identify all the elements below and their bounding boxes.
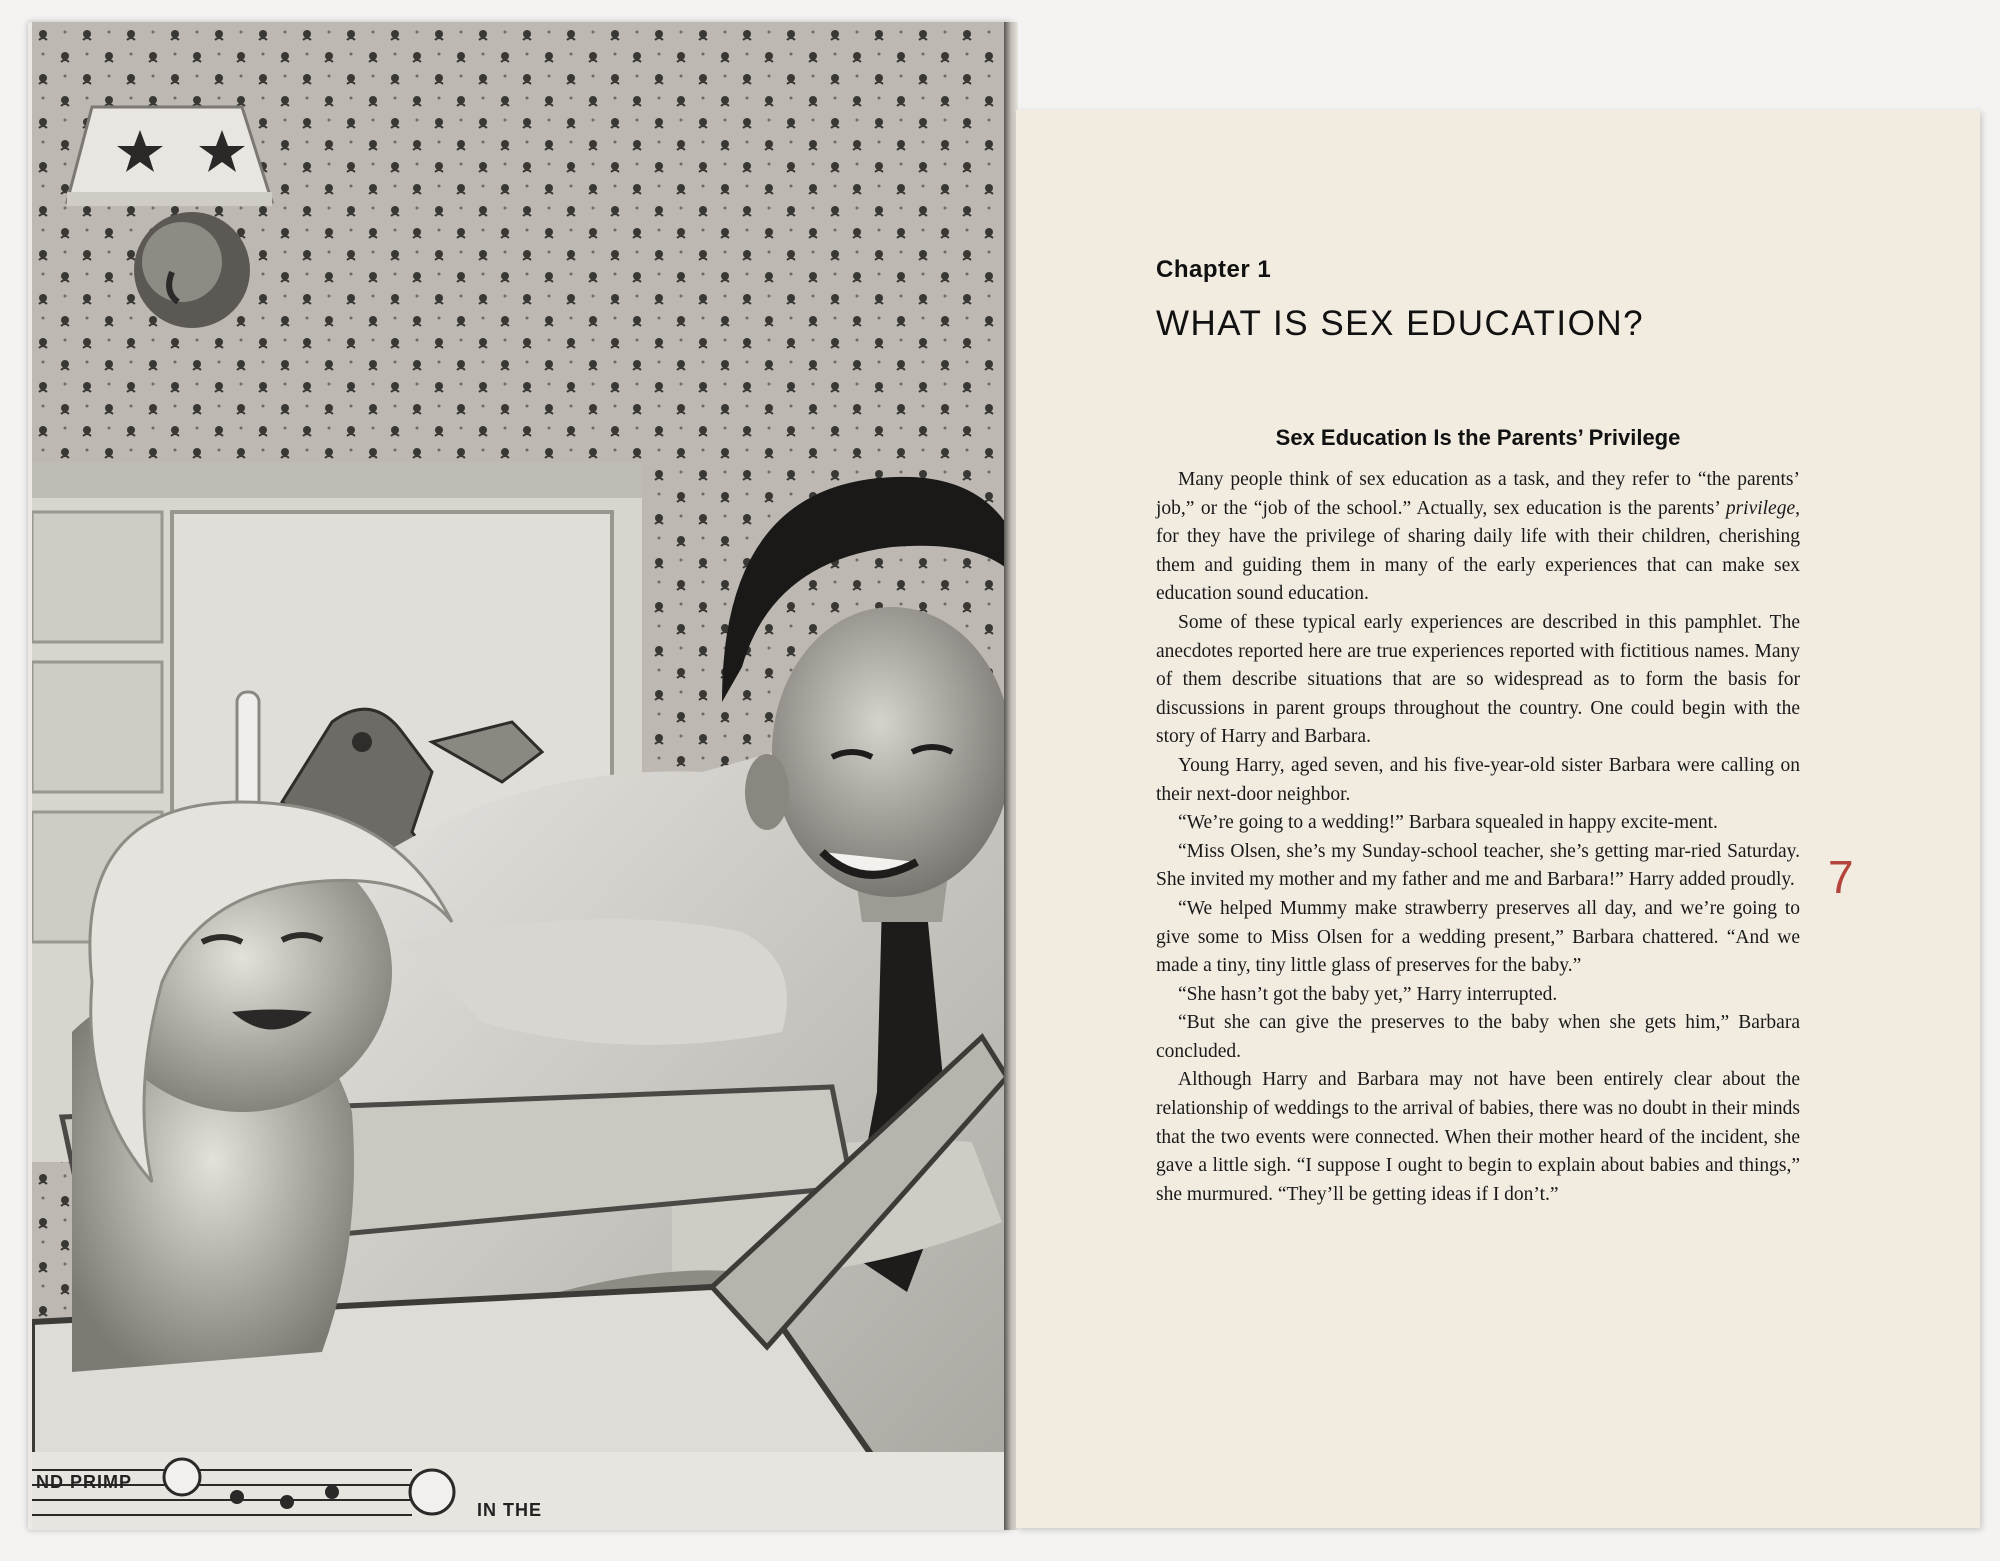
paragraph: “Miss Olsen, she’s my Sunday-school teacher, she’s getting mar-ried Saturday. She invited my mother and my father and me and Barbara!” Harry added proudly. bbox=[1156, 840, 1800, 891]
chapter-title: WHAT IS SEX EDUCATION? bbox=[1156, 304, 1645, 343]
photograph bbox=[32, 22, 1007, 1530]
chapter-label: Chapter 1 bbox=[1156, 256, 1272, 283]
emphasized-word: privilege bbox=[1725, 497, 1796, 519]
photograph-father-bathing-baby-icon bbox=[32, 22, 1007, 1530]
paragraph: “We’re going to a wedding!” Barbara squealed in happy excite-ment. bbox=[1178, 812, 1718, 834]
paragraph: “But she can give the preserves to the baby when she gets him,” Barbara concluded. bbox=[1156, 1012, 1800, 1062]
paragraph: Many people think of sex education as a task, and they refer to “the parents’ job,” or the “job of the school.” Actually, sex education is the parents’ privilege, for they have the privilege of sharing daily life with their children, cherishing them and guiding them in many of the early experiences that can make sex education sound education. bbox=[1156, 469, 1800, 605]
paragraph: “She hasn’t got the baby yet,” Harry interrupted. bbox=[1178, 983, 1558, 1005]
paragraph: Although Harry and Barbara may not have been entirely clear about the relationship of weddings to the arrival of babies, there was no doubt in their minds that the two events were connected. When their mother heard of the incident, she gave a little sigh. “I suppose I ought to begin to explain about babies and things,” she murmured. “They’ll be getting ideas if I don’t.” bbox=[1156, 1069, 1800, 1205]
tub-decal-text-left: ND PRIMP bbox=[36, 1472, 133, 1492]
paragraph: “We helped Mummy make strawberry preserves all day, and we’re going to give some to Miss Olsen for a wedding present,” Barbara chattered. “And we made a tiny, tiny little glass of preserves for the baby.” bbox=[1156, 897, 1800, 977]
left-page bbox=[28, 22, 1011, 1530]
page-number: 7 bbox=[1828, 851, 1854, 903]
right-page bbox=[1016, 110, 1980, 1528]
body-text bbox=[1156, 466, 1800, 1209]
paragraph: Some of these typical early experiences are described in this pamphlet. The anecdotes reported here are true experiences reported with fictitious names. Many of them describe situations that are so widespread as to form the basis for discussions in parent groups throughout the country. One could begin with the story of Harry and Barbara. bbox=[1156, 611, 1800, 748]
section-heading: Sex Education Is the Parents’ Privilege bbox=[1275, 425, 1681, 450]
tub-decal-text-right: IN THE bbox=[477, 1500, 543, 1520]
paragraph: Young Harry, aged seven, and his five-year-old sister Barbara were calling on their next-door neighbor. bbox=[1156, 754, 1800, 805]
